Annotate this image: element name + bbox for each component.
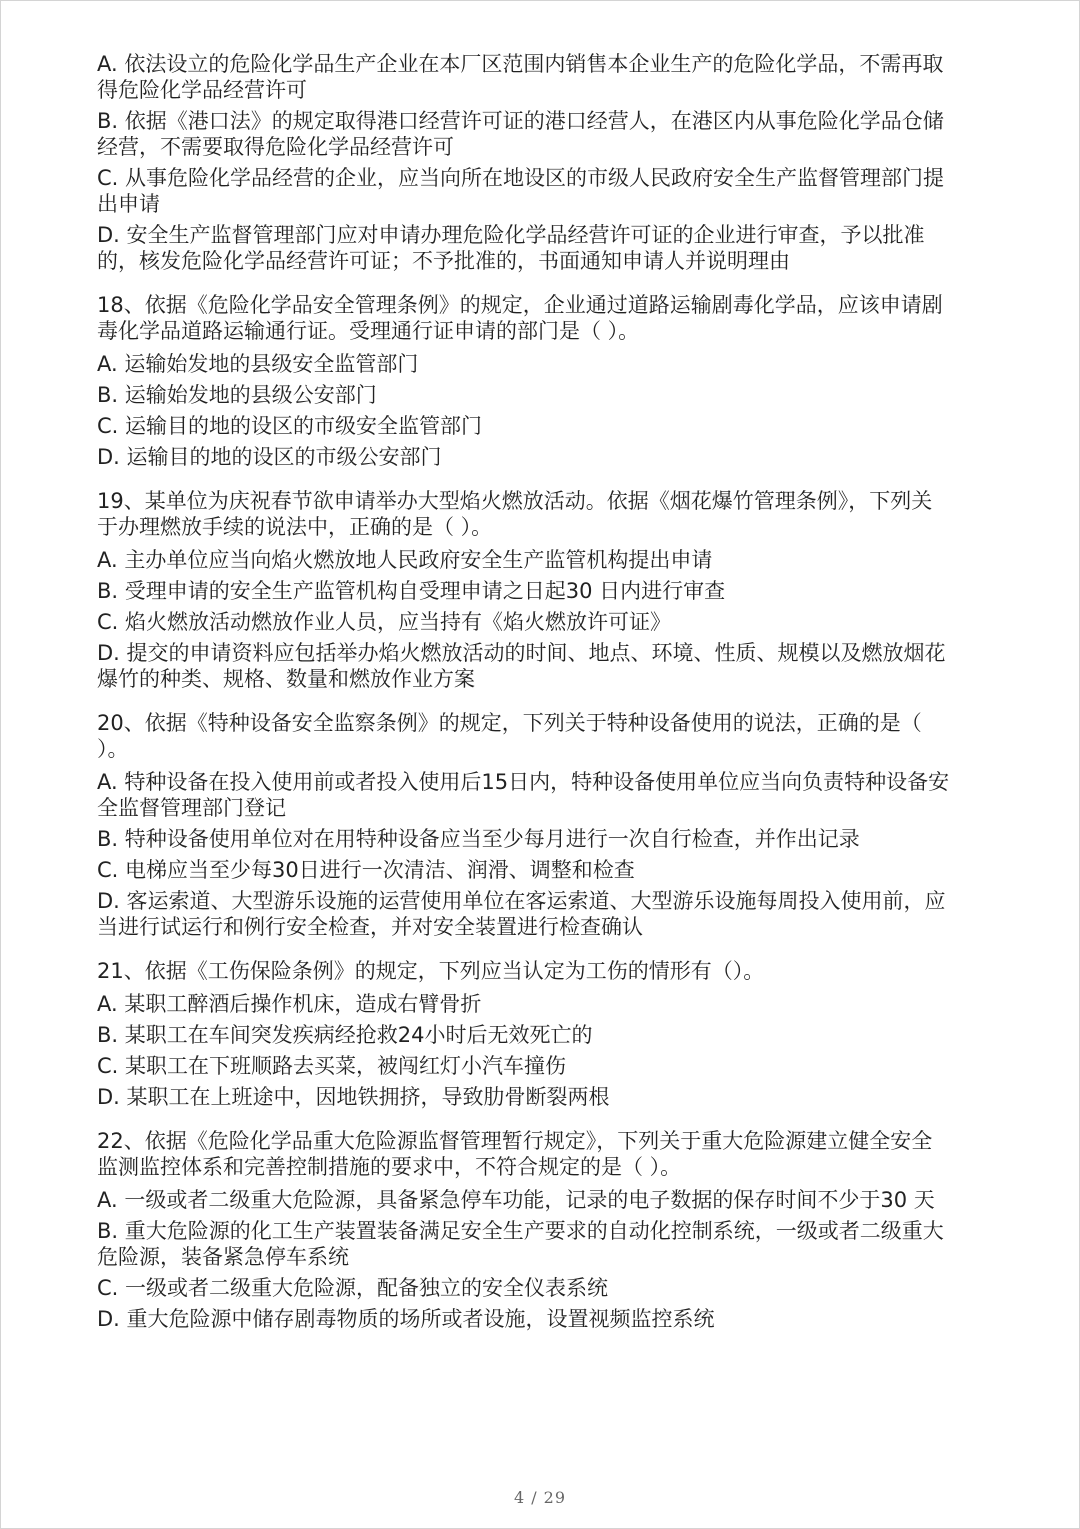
option-c xyxy=(97,413,982,439)
option-line: C. 某职工在下班顺路去买菜，被闯红灯小汽车撞伤 xyxy=(97,1054,567,1078)
option-c xyxy=(97,609,982,635)
option-b xyxy=(97,1022,982,1048)
option-line: B. 受理申请的安全生产监管机构自受理申请之日起30 日内进行审查 xyxy=(97,579,726,603)
option-line: D. 客运索道、大型游乐设施的运营使用单位在客运索道、大型游乐设施每周投入使用前，应 xyxy=(97,889,946,913)
option-line: D. 提交的申请资料应包括举办焰火燃放活动的时间、地点、环境、性质、规模以及燃放烟花 xyxy=(97,641,946,665)
question-stem xyxy=(97,710,982,762)
option-line: C. 从事危险化学品经营的企业，应当向所在地设区的市级人民政府安全生产监督管理部门提 xyxy=(97,166,945,190)
option-line: 出申请 xyxy=(97,192,160,216)
option-line: B. 重大危险源的化工生产装置装备满足安全生产要求的自动化控制系统，一级或者二级重大 xyxy=(97,1219,944,1243)
question-stem xyxy=(97,488,982,540)
option-block xyxy=(97,51,982,103)
option-line: D. 安全生产监督管理部门应对申请办理危险化学品经营许可证的企业进行审查，予以批准 xyxy=(97,223,925,247)
stem-line: 毒化学品道路运输通行证。受理通行证申请的部门是（ ）。 xyxy=(97,319,640,343)
option-c xyxy=(97,1275,982,1301)
stem-line: 18、依据《危险化学品安全管理条例》的规定，企业通过道路运输剧毒化学品，应该申请剧 xyxy=(97,293,943,317)
option-d xyxy=(97,1306,982,1332)
option-line: 的，核发危险化学品经营许可证；不予批准的，书面通知申请人并说明理由 xyxy=(97,249,790,273)
option-block xyxy=(97,165,982,217)
question-stem xyxy=(97,1128,982,1180)
stem-line: 21、依据《工伤保险条例》的规定，下列应当认定为工伤的情形有（）。 xyxy=(97,959,765,983)
option-b xyxy=(97,578,982,604)
stem-line: 监测监控体系和完善控制措施的要求中，不符合规定的是（ ）。 xyxy=(97,1155,682,1179)
option-line: B. 某职工在车间突发疾病经抢救24小时后无效死亡的 xyxy=(97,1023,593,1047)
option-a xyxy=(97,1187,982,1213)
option-a xyxy=(97,769,982,821)
option-line: A. 某职工醉酒后操作机床，造成右臂骨折 xyxy=(97,992,482,1016)
option-line: 得危险化学品经营许可 xyxy=(97,78,307,102)
option-b xyxy=(97,382,982,408)
option-line: 经营，不需要取得危险化学品经营许可 xyxy=(97,135,454,159)
page-number: 4 / 29 xyxy=(513,1488,567,1507)
stem-line: ）。 xyxy=(97,737,129,761)
option-line: A. 特种设备在投入使用前或者投入使用后15日内，特种设备使用单位应当向负责特种设备安 xyxy=(97,770,950,794)
question-19 xyxy=(97,488,982,692)
prev-question-options xyxy=(97,51,982,274)
option-line: A. 运输始发地的县级安全监管部门 xyxy=(97,352,419,376)
question-22 xyxy=(97,1128,982,1332)
option-line: C. 运输目的地的设区的市级安全监管部门 xyxy=(97,414,483,438)
option-line: C. 一级或者二级重大危险源，配备独立的安全仪表系统 xyxy=(97,1276,609,1300)
option-d xyxy=(97,444,982,470)
question-20 xyxy=(97,710,982,940)
question-stem xyxy=(97,292,982,344)
option-line: 当进行试运行和例行安全检查，并对安全装置进行检查确认 xyxy=(97,915,643,939)
option-line: 全监督管理部门登记 xyxy=(97,796,286,820)
option-line: C. 焰火燃放活动燃放作业人员，应当持有《焰火燃放许可证》 xyxy=(97,610,672,634)
option-line: D. 重大危险源中储存剧毒物质的场所或者设施，设置视频监控系统 xyxy=(97,1307,715,1331)
option-d xyxy=(97,888,982,940)
option-block xyxy=(97,222,982,274)
option-a xyxy=(97,991,982,1017)
option-a xyxy=(97,351,982,377)
option-c xyxy=(97,857,982,883)
question-21 xyxy=(97,958,982,1110)
option-block xyxy=(97,108,982,160)
option-line: D. 运输目的地的设区的市级公安部门 xyxy=(97,445,442,469)
stem-line: 19、某单位为庆祝春节欲申请举办大型焰火燃放活动。依据《烟花爆竹管理条例》，下列关 xyxy=(97,489,933,513)
option-b xyxy=(97,1218,982,1270)
option-line: A. 依法设立的危险化学品生产企业在本厂区范围内销售本企业生产的危险化学品，不需再取 xyxy=(97,52,944,76)
option-b xyxy=(97,826,982,852)
option-d xyxy=(97,640,982,692)
option-line: B. 运输始发地的县级公安部门 xyxy=(97,383,377,407)
option-line: A. 主办单位应当向焰火燃放地人民政府安全生产监管机构提出申请 xyxy=(97,548,713,572)
option-line: A. 一级或者二级重大危险源，具备紧急停车功能，记录的电子数据的保存时间不少于30 天 xyxy=(97,1188,935,1212)
option-c xyxy=(97,1053,982,1079)
stem-line: 22、依据《危险化学品重大危险源监督管理暂行规定》，下列关于重大危险源建立健全安全 xyxy=(97,1129,933,1153)
option-line: C. 电梯应当至少每30日进行一次清洁、润滑、调整和检查 xyxy=(97,858,635,882)
stem-line: 于办理燃放手续的说法中，正确的是（ ）。 xyxy=(97,515,493,539)
option-line: B. 依据《港口法》的规定取得港口经营许可证的港口经营人，在港区内从事危险化学品仓储 xyxy=(97,109,944,133)
option-line: 爆竹的种类、规格、数量和燃放作业方案 xyxy=(97,667,475,691)
option-a xyxy=(97,547,982,573)
stem-line: 20、依据《特种设备安全监察条例》的规定，下列关于特种设备使用的说法，正确的是（ xyxy=(97,711,922,735)
option-d xyxy=(97,1084,982,1110)
question-18 xyxy=(97,292,982,470)
question-stem xyxy=(97,958,982,984)
option-line: B. 特种设备使用单位对在用特种设备应当至少每月进行一次自行检查，并作出记录 xyxy=(97,827,860,851)
option-line: D. 某职工在上班途中，因地铁拥挤，导致肋骨断裂两根 xyxy=(97,1085,610,1109)
option-line: 危险源，装备紧急停车系统 xyxy=(97,1245,349,1269)
page-content xyxy=(97,51,982,1337)
